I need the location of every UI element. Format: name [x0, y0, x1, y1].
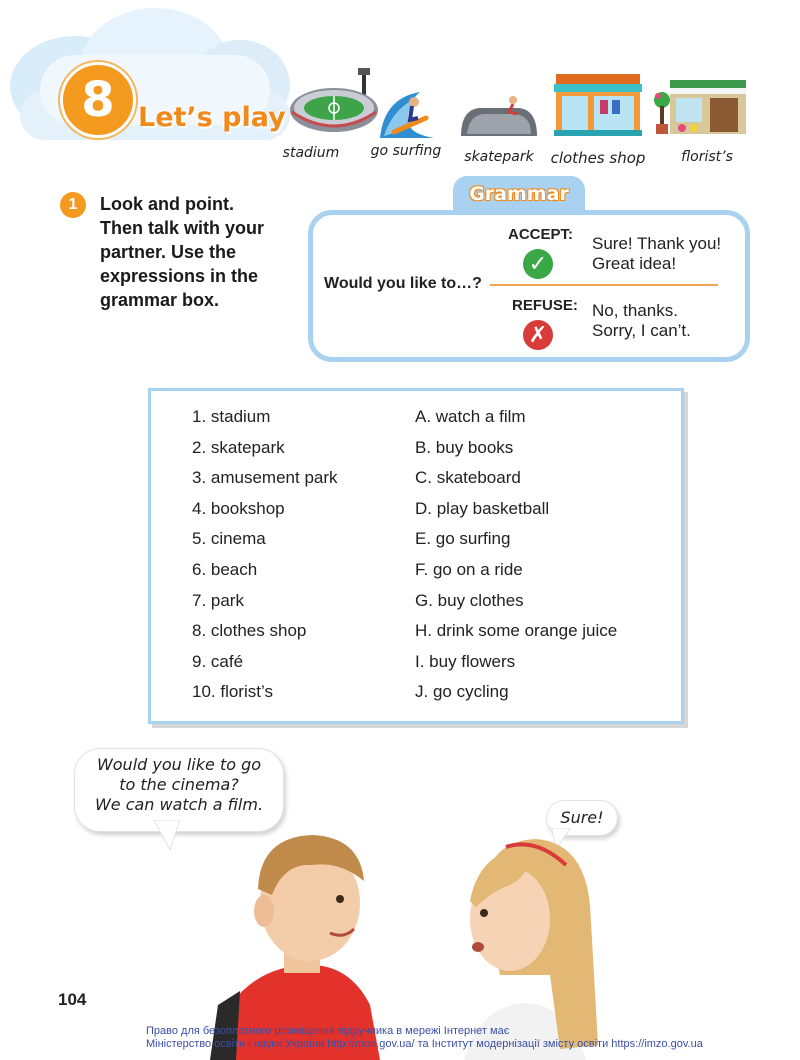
speech-line: Would you like to go [96, 755, 262, 774]
list-item: 5. cinema [192, 529, 266, 549]
list-item: E. go surfing [415, 529, 511, 549]
vocab-label: stadium [282, 145, 340, 161]
vocab-label: florist’s [681, 149, 733, 165]
places-list [192, 404, 338, 710]
refuse-label: REFUSE: [512, 297, 578, 314]
surfer-icon [374, 88, 438, 140]
exercise-instruction [100, 192, 300, 312]
list-item: 7. park [192, 590, 244, 610]
footer-line: Право для безоплатного розміщення підручника в мережі Інтернет має [146, 1025, 510, 1037]
grammar-divider [490, 284, 718, 286]
skatepark-icon [459, 92, 539, 142]
boy-image [200, 815, 400, 1060]
speech-line: We can watch a film. [94, 795, 264, 814]
list-item: H. drink some orange juice [415, 621, 618, 641]
grammar-title: Grammar [453, 176, 585, 212]
cross-icon: ✗ [523, 320, 553, 350]
unit-number-badge: 8 [60, 62, 136, 138]
exercise-number: 1 [60, 192, 86, 218]
vocab-label: skatepark [464, 149, 534, 165]
instruction-line: expressions in the [100, 266, 259, 286]
list-item: J. go cycling [415, 682, 509, 702]
instruction-line: partner. Use the [100, 242, 237, 262]
list-item: B. buy books [415, 437, 514, 457]
instruction-line: grammar box. [100, 290, 220, 310]
list-item: C. skateboard [415, 468, 521, 488]
speech-line: to the cinema? [119, 775, 239, 794]
footer-notice [146, 1025, 703, 1051]
vocab-label: go surfing [370, 143, 442, 159]
instruction-line: Look and point. [100, 194, 234, 214]
page-number: 104 [58, 990, 87, 1009]
list-item: F. go on a ride [415, 559, 523, 579]
unit-title: Let’s play [138, 102, 286, 133]
vocab-item-go-surfing [370, 88, 442, 159]
bubble-tail [150, 820, 190, 854]
list-item: I. buy flowers [415, 651, 516, 671]
accept-label: ACCEPT: [508, 226, 574, 243]
list-item: 2. skatepark [192, 437, 285, 457]
girl-speech-bubble: Sure! [546, 800, 618, 836]
list-item: 3. amusement park [192, 468, 338, 488]
refuse-line: Sorry, I can’t. [592, 321, 691, 340]
list-item: 1. stadium [192, 407, 271, 426]
grammar-question: Would you like to…? [324, 275, 482, 292]
list-item: 10. florist’s [192, 682, 273, 702]
list-item: 9. café [192, 651, 244, 671]
list-item: G. buy clothes [415, 590, 524, 610]
vocab-item-florists [650, 78, 750, 165]
accept-line: Great idea! [592, 254, 677, 273]
list-item: D. play basketball [415, 498, 550, 518]
list-item: A. watch a film [415, 407, 526, 426]
accept-line: Sure! Thank you! [592, 234, 722, 253]
list-item: 4. bookshop [192, 498, 285, 518]
vocab-item-clothes-shop [546, 70, 650, 167]
check-icon: ✓ [523, 249, 553, 279]
instruction-line: Then talk with your [100, 218, 265, 238]
list-item: 6. beach [192, 559, 258, 579]
refuse-line: No, thanks. [592, 301, 678, 320]
vocab-item-skatepark [458, 92, 540, 165]
activities-list [415, 404, 617, 710]
florist-icon [652, 78, 748, 136]
clothes-shop-icon [552, 70, 644, 138]
footer-line: Міністерство освіти і науки України http://mon.gov.ua/ та Інститут модернізації змісту освіти https://imzo.gov.ua [146, 1038, 703, 1050]
list-item: 8. clothes shop [192, 621, 307, 641]
vocab-label: clothes shop [550, 149, 646, 167]
